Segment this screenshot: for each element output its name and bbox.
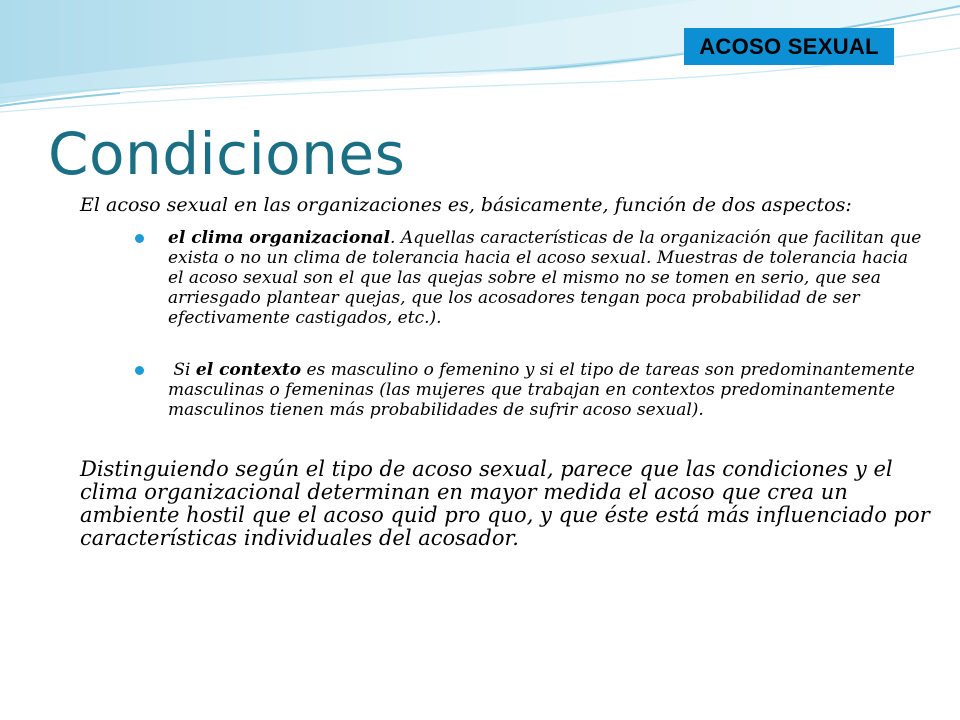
slide-body <box>80 194 930 550</box>
slide-title: Condiciones <box>48 120 406 188</box>
bullet-item-contexto <box>80 360 924 420</box>
bullet-list <box>80 228 930 420</box>
section-tag: ACOSO SEXUAL <box>684 28 894 65</box>
bullet-dot-icon <box>135 366 144 375</box>
bullet-text: . Aquellas características de la organización que facilitan que exista o no un clima de tolerancia hacia el acoso sexual. Muestras de tolerancia hacia el acoso sexual son el que las quejas sobre el mismo no se tomen en serio, que sea arriesgado plantear quejas, que los acosadores tengan poca probabilidad de ser efectivamente castigados, etc.). <box>168 228 922 328</box>
closing-paragraph: Distinguiendo según el tipo de acoso sexual, parece que las condiciones y el clima organizacional determinan en mayor medida el acoso que crea un ambiente hostil que el acoso quid pro quo, y que éste está más influenciado por características individuales del acosador. <box>80 457 930 550</box>
intro-paragraph: El acoso sexual en las organizaciones es, básicamente, función de dos aspectos: <box>80 194 852 216</box>
bullet-text: es masculino o femenino y si el tipo de tareas son predominantemente masculinas o femeninas (las mujeres que trabajan en contextos predominantemente masculinos tienen más probabilidades de sufrir acoso sexual). <box>168 360 915 420</box>
bullet-lead: el clima organizacional <box>168 228 391 248</box>
bullet-dot-icon <box>135 234 144 243</box>
bullet-item-clima <box>80 228 924 328</box>
bullet-prefix: Si <box>168 360 196 380</box>
bullet-lead: el contexto <box>195 360 302 380</box>
